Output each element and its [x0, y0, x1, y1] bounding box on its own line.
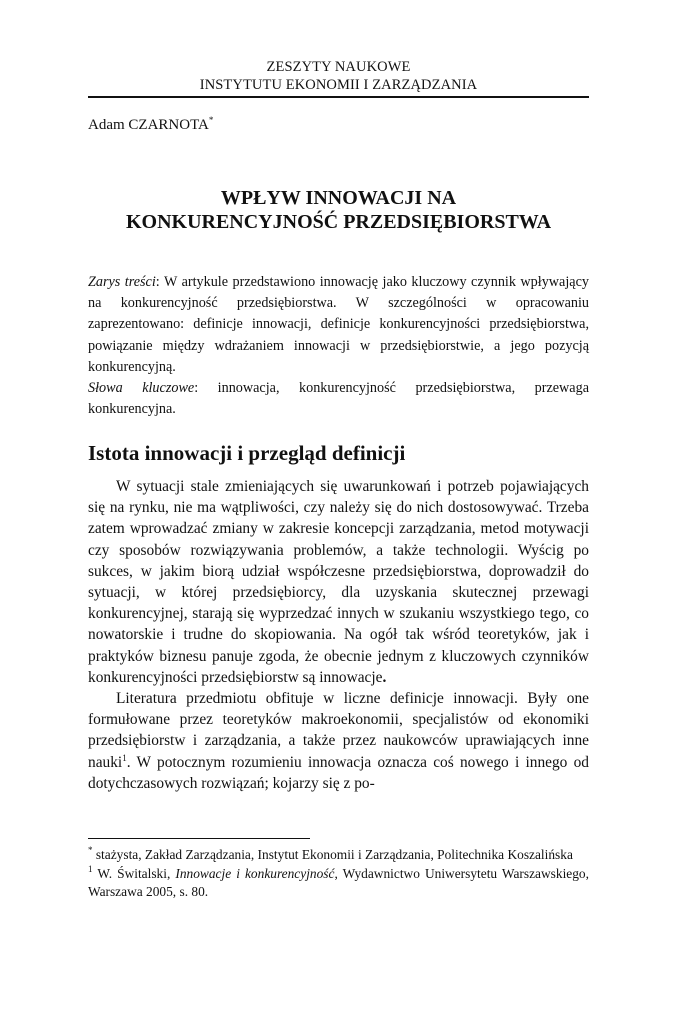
footnote-1 [88, 865, 589, 902]
article-title-line1: WPŁYW INNOWACJI NA [220, 187, 457, 209]
journal-header-line2: INSTYTUTU EKONOMII I ZARZĄDZANIA [199, 77, 478, 93]
footnote-ref-1: 1 [122, 752, 127, 763]
body-paragraph [88, 688, 589, 794]
header-rule [88, 96, 589, 98]
author-name: Adam CZARNOTA [88, 117, 209, 133]
article-title-line2: KONKURENCYJNOŚĆ PRZEDSIĘBIORSTWA [125, 211, 552, 233]
author-footnote-mark: * [208, 115, 214, 125]
author [88, 110, 213, 135]
footnote-1-author: W. Świtalski, [92, 865, 176, 881]
abstract [88, 272, 589, 420]
footnote-1-title: Innowacje i konkurencyjność [175, 865, 335, 881]
footnote-author-text: stażysta, Zakład Zarządzania, Instytut Ekonomii i Zarządzania, Politechnika Koszalińska [92, 847, 573, 862]
body-paragraph-1-end: . [382, 668, 387, 686]
footnote-1-rest: , Wydawnictwo Uniwersytetu Warszawskiego, Warszawa 2005, s. 80. [88, 865, 589, 899]
abstract-paragraph [88, 272, 589, 378]
abstract-text: : W artykule przedstawiono innowację jako kluczowy czynnik wpływający na konkurencyjność przedsiębiorstwa. W szczególności w opracowaniu zaprezentowano: definicje innowacji, definicje konkurencyjności przedsiębiorstwa, powiązanie między wdrażaniem innowacji w przedsiębiorstwie, a jego pozycją konkurencyjną. [88, 274, 589, 375]
keywords-paragraph [88, 378, 589, 420]
journal-header [88, 58, 589, 94]
footnote-author [88, 846, 589, 865]
footnote-author-mark: * [88, 845, 93, 855]
section-heading: Istota innowacji i przegląd definicji [88, 441, 406, 465]
body-paragraph-2-before: Literatura przedmiotu obfituje w liczne definicje innowacji. Były one formułowane przez teoretyków makroekonomii, specjalistów od ekonomiki przedsiębiorstw i zarządzania, a także przez naukowców uprawiających inne nauki [88, 690, 589, 771]
article-title [88, 186, 589, 234]
body-paragraph-2-after: . W potocznym rozumieniu innowacja oznacza coś nowego i innego od dotychczasowych rozwiązań; kojarzy się z po- [88, 753, 589, 792]
keywords-label: Słowa kluczowe [88, 380, 195, 397]
journal-header-line1: ZESZYTY NAUKOWE [266, 59, 411, 75]
body-paragraph-1-text: W sytuacji stale zmieniających się uwarunkowań i potrzeb pojawiających się na rynku, nie ma wątpliwości, czy należy się do nich dostosowywać. Trzeba zatem wprowadzać zmiany w zakresie koncepcji zarządzania, metod motywacji czy sposobów rozwiązywania problemów, a także technologii. Wyścig po sukces, w jakim biorą udział współczesne przedsiębiorstwa, doprowadził do sytuacji, w której przedsiębiorcy, dla uzyskania skutecznej przewagi konkurencyjnej, starają się wyprzedzać innych w szukaniu wszystkiego tego, co nowatorskie i trudne do skopiowania. Na ogół tak wśród teoretyków, jak i praktyków biznesu panuje zgoda, że obecnie jednym z kluczowych czynników konkurencyjności przedsiębiorstw są innowacje [88, 478, 589, 686]
keywords-text: : innowacja, konkurencyjność przedsiębiorstwa, przewaga konkurencyjna. [88, 380, 589, 418]
abstract-label: Zarys treści [88, 274, 156, 290]
footnote-rule [88, 838, 310, 839]
footnotes [88, 846, 589, 902]
section-body [88, 476, 589, 794]
footnote-1-mark: 1 [88, 863, 93, 874]
body-paragraph [88, 476, 589, 688]
